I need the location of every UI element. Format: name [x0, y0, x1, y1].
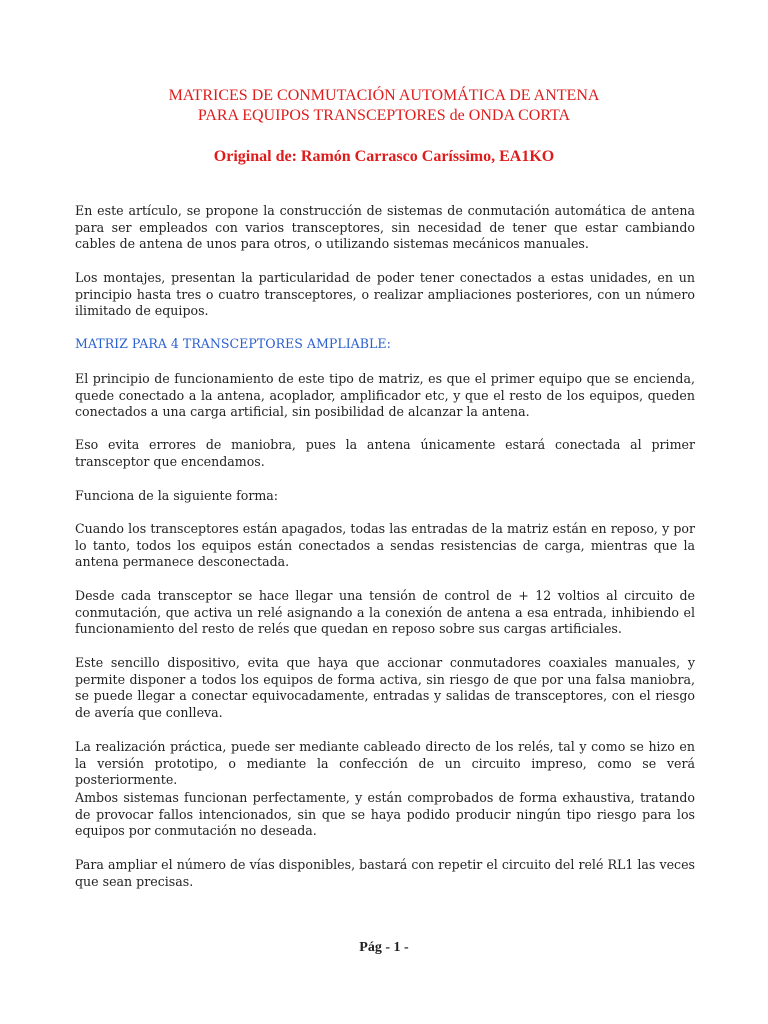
document-title-line-2: PARA EQUIPOS TRANSCEPTORES de ONDA CORTA [197, 107, 571, 124]
paragraph-tension: Desde cada transceptor se hace llegar una tensión de control de + 12 voltios al circuito de conmutación, que activa un relé asignando a la conexión de antena a esa entrada, inhibiendo el funcionamiento del resto de relés que quedan en reposo sobre sus cargas artificiales. [75, 588, 695, 637]
paragraph-montajes: Los montajes, presentan la particularidad de poder tener conectados a estas unidades, en un principio hasta tres o cuatro transceptores, o realizar ampliaciones posteriores, con un número ilimitado de equipos. [75, 270, 695, 319]
section-heading: MATRIZ PARA 4 TRANSCEPTORES AMPLIABLE: [75, 336, 391, 351]
page-number-footer: Pág - 1 - [359, 940, 409, 955]
document-author: Original de: Ramón Carrasco Caríssimo, EA1KO [213, 148, 555, 165]
paragraph-dispositivo: Este sencillo dispositivo, evita que haya que accionar conmutadores coaxiales manuales, y permite disponer a todos los equipos de forma activa, sin riesgo de que por una falsa maniobra, se puede llegar a conectar equivocadamente, entradas y salidas de transceptores, con el riesgo de avería que conlleva. [75, 655, 695, 720]
paragraph-funciona: Funciona de la siguiente forma: [75, 488, 279, 503]
paragraph-realizacion: La realización práctica, puede ser mediante cableado directo de los relés, tal y como se hizo en la versión prototipo, o mediante la confección de un circuito impreso, como se verá posteriormente. [75, 739, 695, 788]
paragraph-errores: Eso evita errores de maniobra, pues la antena únicamente estará conectada al primer transceptor que encendamos. [75, 437, 695, 469]
paragraph-ampliar: Para ampliar el número de vías disponibles, bastará con repetir el circuito del relé RL1 las veces que sean precisas. [75, 857, 695, 889]
paragraph-principio: El principio de funcionamiento de este tipo de matriz, es que el primer equipo que se encienda, quede conectado a la antena, acoplador, amplificador etc, y que el resto de los equipos, queden conectados a una carga artificial, sin posibilidad de alcanzar la antena. [75, 371, 695, 420]
paragraph-apagados: Cuando los transceptores están apagados, todas las entradas de la matriz están en reposo, y por lo tanto, todos los equipos están conectados a sendas resistencias de carga, mientras que la antena permanece desconectada. [75, 521, 695, 570]
paragraph-intro: En este artículo, se propone la construcción de sistemas de conmutación automática de antena para ser empleados con varios transceptores, sin necesidad de tener que estar cambiando cables de antena de unos para otros, o utilizando sistemas mecánicos manuales. [75, 203, 695, 252]
paragraph-sistemas: Ambos sistemas funcionan perfectamente, y están comprobados de forma exhaustiva, tratando de provocar fallos intencionados, sin que se haya podido producir ningún tipo riesgo para los equipos por conmutación no deseada. [75, 790, 695, 839]
document-title-line-1: MATRICES DE CONMUTACIÓN AUTOMÁTICA DE ANTENA [168, 87, 600, 104]
